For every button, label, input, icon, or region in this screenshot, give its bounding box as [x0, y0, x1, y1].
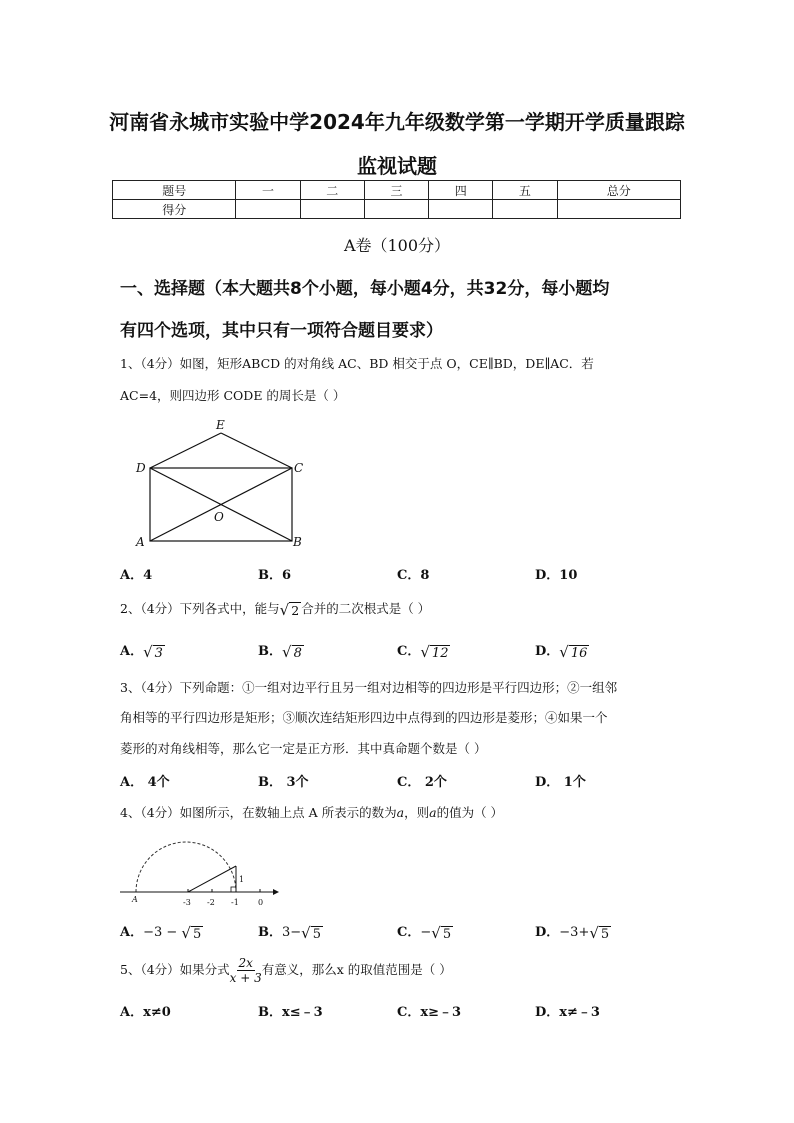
- segment-ce: [221, 433, 292, 468]
- q5-option-c[interactable]: C．x≥﹣3: [397, 1005, 462, 1020]
- score-cell: [493, 200, 557, 219]
- q4-option-d-label: D．: [535, 925, 560, 940]
- label-o: O: [214, 510, 224, 524]
- q4-option-d[interactable]: D．−3+√ 5: [535, 923, 610, 942]
- doc-title-line2: 监视试题: [357, 154, 437, 178]
- q2-option-a-label: A．: [120, 644, 144, 659]
- score-table-score-row: [113, 200, 681, 219]
- hypotenuse: [188, 866, 236, 892]
- q2-option-c[interactable]: C．√ 12: [397, 642, 449, 661]
- q5-option-a[interactable]: A．x≠0: [120, 1005, 171, 1020]
- q2-option-c-radicand: 12: [431, 645, 449, 661]
- label-e: E: [216, 418, 225, 432]
- compass-arc: [136, 842, 236, 892]
- q4-option-b-radicand: 5: [312, 926, 322, 942]
- q3-option-d[interactable]: D． 1个: [535, 775, 586, 790]
- score-cell: 得分: [113, 200, 236, 219]
- label-point-a: A: [132, 895, 138, 904]
- q1-rectangle-figure: [130, 415, 320, 555]
- q3-option-a[interactable]: A． 4个: [120, 775, 170, 790]
- q2-radical: √ 2: [279, 600, 300, 619]
- q3-text-line2: 角相等的平行四边形是矩形；③顺次连结矩形四边中点得到的四边形是菱形；④如果一个: [120, 710, 608, 725]
- q1-option-c[interactable]: C．8: [397, 568, 430, 583]
- q1-option-a[interactable]: A．4: [120, 568, 153, 583]
- label-c: C: [294, 461, 304, 475]
- q4-middle: ，则: [404, 805, 430, 820]
- q4-number-line-figure: [118, 828, 283, 910]
- q3-text-line3: 菱形的对角线相等，那么它一定是正方形．其中真命题个数是（ ）: [120, 741, 487, 756]
- q3-text-line1: 3、（4分）下列命题：①一组对边平行且另一组对边相等的四边形是平行四边形；②一组邻: [120, 680, 618, 695]
- q5-fraction: [230, 956, 262, 985]
- q4-option-c[interactable]: C．−√ 5: [397, 923, 452, 942]
- score-cell: [300, 200, 364, 219]
- q2-option-d-label: D．: [535, 644, 560, 659]
- q4-option-d-radicand: 5: [600, 926, 610, 942]
- q4-prefix: 4、（4分）如图所示，在数轴上点 A 所表示的数为: [120, 805, 397, 820]
- axis-arrow-icon: [273, 889, 279, 895]
- q4-text: [120, 803, 680, 821]
- q4-suffix: 的值为（ ）: [436, 805, 504, 820]
- q4-option-d-pre: −3+: [559, 925, 590, 940]
- q4-option-c-radicand: 5: [442, 926, 452, 942]
- score-cell: 五: [493, 181, 557, 200]
- q4-var-a: a: [396, 805, 405, 820]
- q4-option-a-pre: −3 −: [143, 925, 182, 940]
- q2-option-d[interactable]: D．√ 16: [535, 642, 588, 661]
- q2-prefix: 2、（4分）下列各式中，能与: [120, 601, 280, 616]
- q4-option-a[interactable]: A．−3 − √ 5: [120, 923, 202, 942]
- tick-label-minus-1: -1: [231, 898, 239, 907]
- right-angle-mark: [231, 887, 236, 892]
- q4-option-c-pre: −: [420, 925, 432, 940]
- q2-option-b-radicand: 8: [293, 645, 302, 661]
- score-cell: [236, 200, 300, 219]
- q2-option-d-radicand: 16: [570, 645, 588, 661]
- section-heading-line1: 一、选择题（本大题共8个小题，每小题4分，共32分，每小题均: [120, 279, 610, 299]
- q4-option-c-label: C．: [397, 925, 421, 940]
- section-heading-line2: 有四个选项，其中只有一项符合题目要求）: [120, 321, 443, 341]
- q5-option-d[interactable]: D．x≠﹣3: [535, 1005, 600, 1020]
- q5-text: [120, 956, 680, 985]
- q1-text-line2: AC=4，则四边形 CODE 的周长是（ ）: [120, 388, 346, 403]
- q1-option-b[interactable]: B．6: [258, 568, 292, 583]
- label-a: A: [136, 535, 145, 549]
- q2-option-c-label: C．: [397, 644, 421, 659]
- q4-option-b-label: B．: [258, 925, 282, 940]
- score-cell: 题号: [113, 181, 236, 200]
- q1-text-line1: 1、（4分）如图，矩形ABCD 的对角线 AC、BD 相交于点 O，CE∥BD，DE∥AC．若: [120, 356, 594, 371]
- q4-var-a-2: a: [429, 805, 437, 820]
- score-cell: 一: [236, 181, 300, 200]
- score-cell: [557, 200, 680, 219]
- score-cell: 总分: [557, 181, 680, 200]
- segment-de: [150, 433, 221, 468]
- score-cell: 三: [364, 181, 428, 200]
- q2-text: [120, 599, 680, 619]
- q2-suffix: 合并的二次根式是（ ）: [301, 601, 431, 616]
- tick-label-minus-3: -3: [183, 898, 191, 907]
- label-b: B: [293, 535, 302, 549]
- q5-numerator: 2x: [238, 956, 253, 970]
- score-table-header-row: [113, 181, 681, 200]
- q2-option-a-radicand: 3: [154, 645, 163, 661]
- q5-suffix: 有意义，那么x 的取值范围是（ ）: [261, 962, 452, 977]
- q2-option-b[interactable]: B．√ 8: [258, 642, 302, 661]
- tick-label-minus-2: -2: [207, 898, 215, 907]
- q3-option-b[interactable]: B． 3个: [258, 775, 309, 790]
- q5-denominator: x + 3: [229, 971, 262, 985]
- q5-option-b[interactable]: B．x≤﹣3: [258, 1005, 323, 1020]
- score-cell: [429, 200, 493, 219]
- q4-option-a-label: A．: [120, 925, 144, 940]
- doc-title-line1: 河南省永城市实验中学2024年九年级数学第一学期开学质量跟踪: [109, 110, 685, 134]
- q2-option-b-label: B．: [258, 644, 282, 659]
- q4-option-a-radicand: 5: [192, 926, 202, 942]
- score-cell: 二: [300, 181, 364, 200]
- score-cell: 四: [429, 181, 493, 200]
- q1-option-d[interactable]: D．10: [535, 568, 578, 583]
- q2-option-a[interactable]: A．√ 3: [120, 642, 163, 661]
- volume-heading: A卷（100分）: [343, 236, 451, 255]
- q5-prefix: 5、（4分）如果分式: [120, 962, 230, 977]
- q4-option-b-pre: 3−: [282, 925, 302, 940]
- label-unit-1: 1: [239, 875, 245, 884]
- q2-radicand: 2: [291, 602, 300, 618]
- q3-option-c[interactable]: C． 2个: [397, 775, 447, 790]
- tick-label-0: 0: [258, 898, 264, 907]
- label-d: D: [136, 461, 146, 475]
- q4-option-b[interactable]: B．3−√ 5: [258, 923, 322, 942]
- score-table: [112, 180, 681, 219]
- score-cell: [364, 200, 428, 219]
